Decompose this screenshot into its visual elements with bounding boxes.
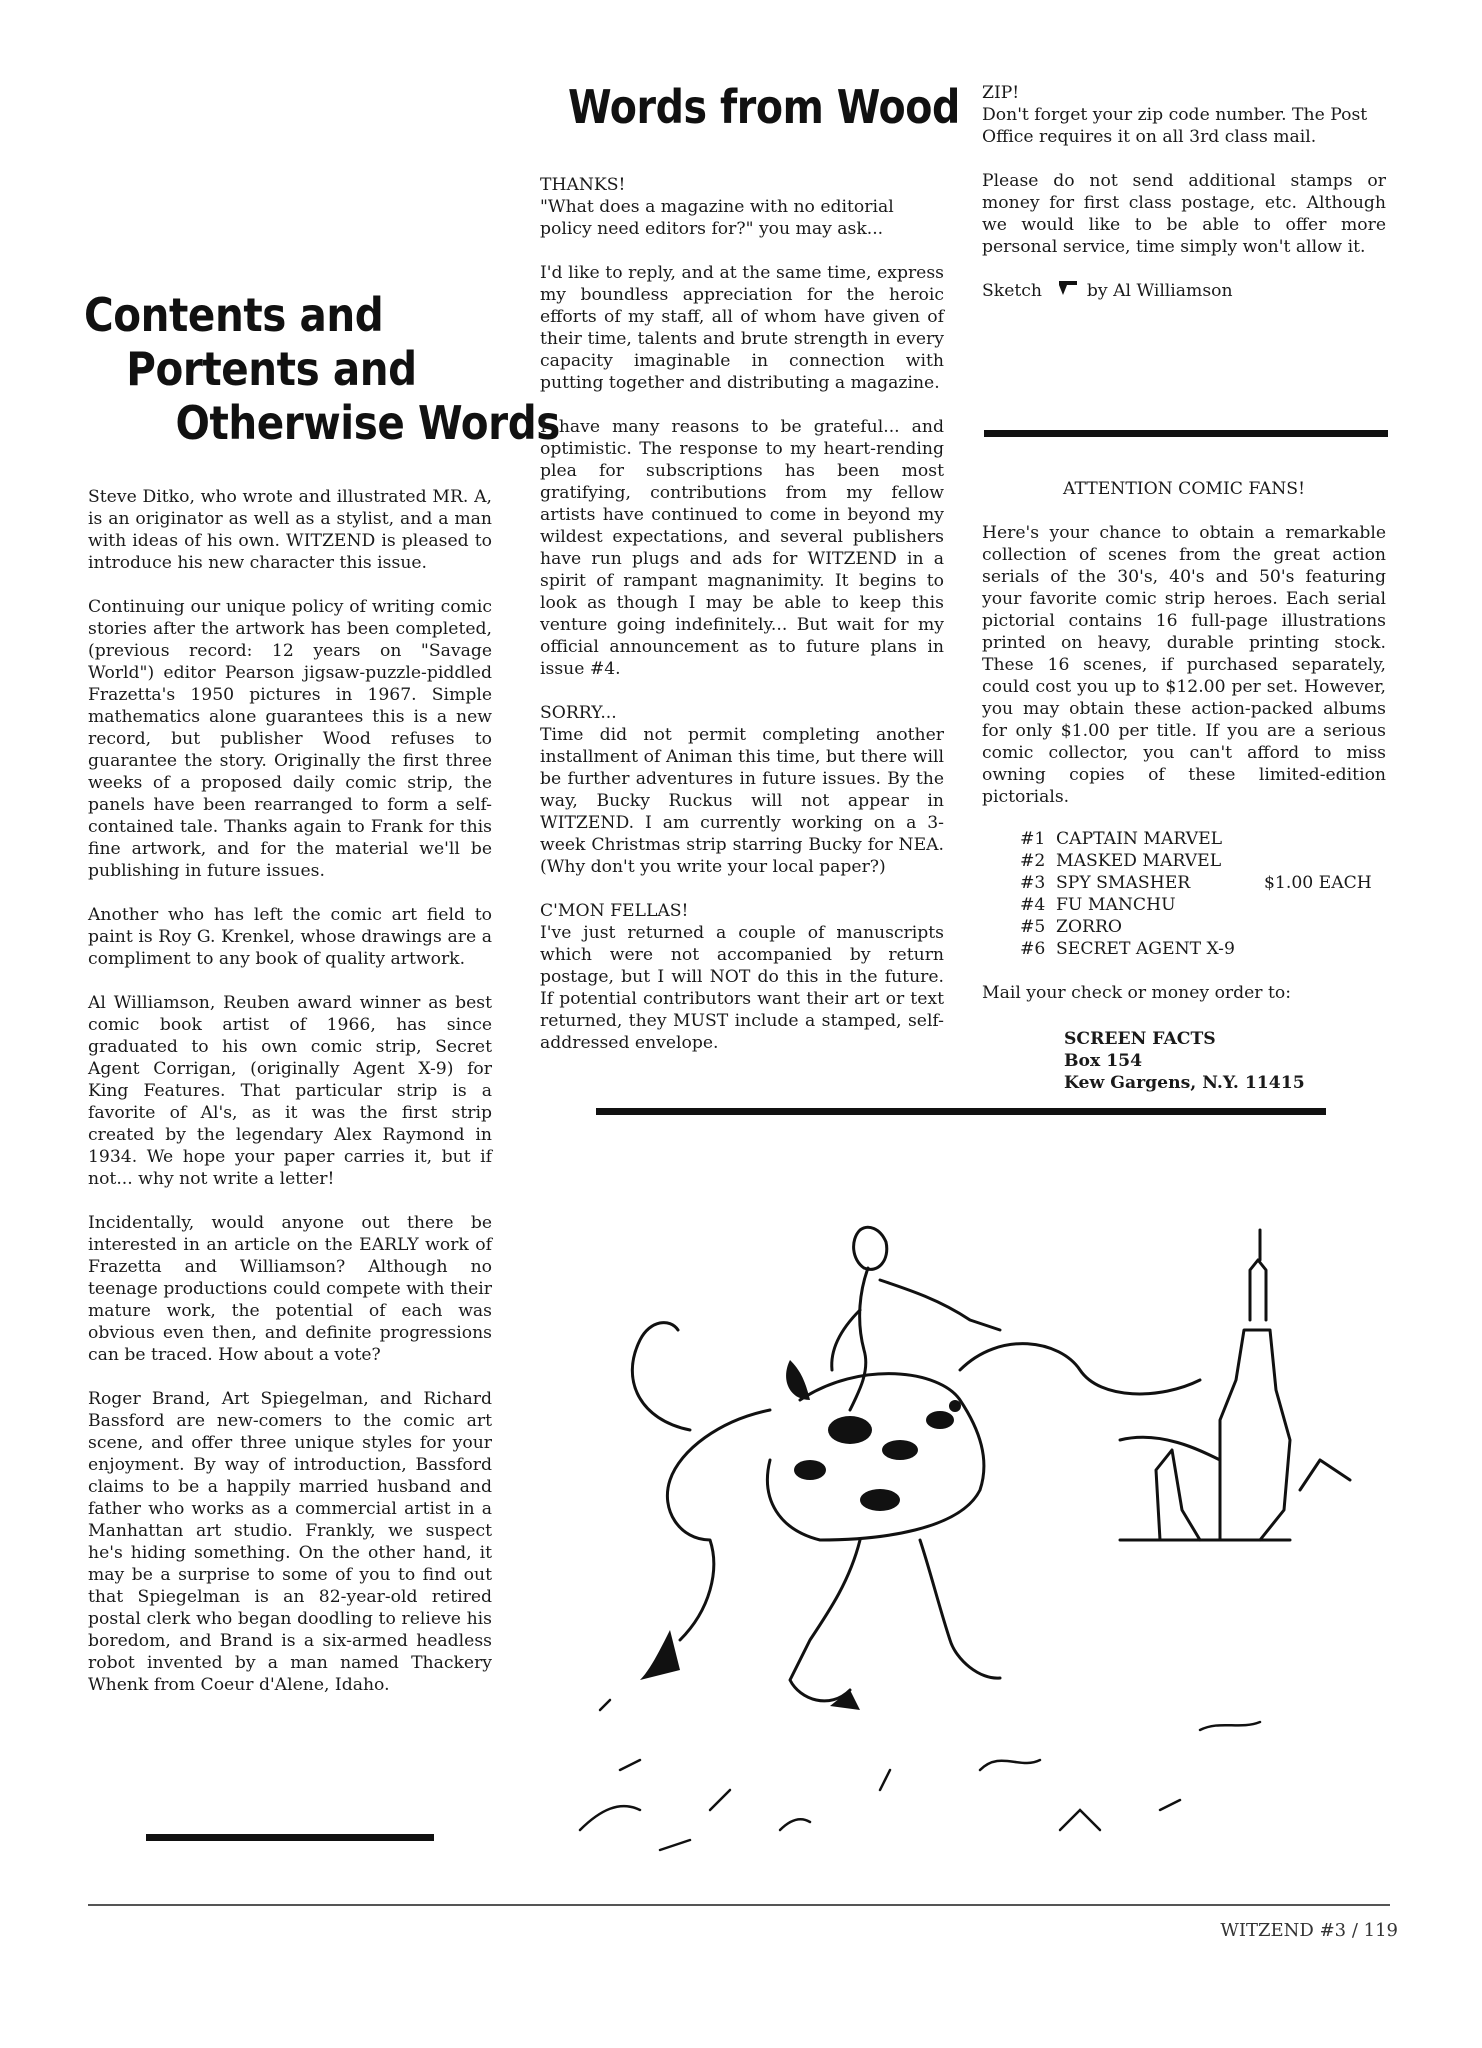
right-column-top-rule — [984, 430, 1388, 437]
catalog-title: SECRET AGENT X-9 — [1056, 939, 1235, 959]
mail-instruction: Mail your check or money order to: — [982, 983, 1292, 1003]
sketch-label: Sketch — [982, 281, 1042, 301]
address-line: SCREEN FACTS — [1064, 1029, 1216, 1049]
text-thanks: "What does a magazine with no editorial policy need editors for?" you may ask... — [540, 197, 894, 239]
right-column — [982, 82, 1386, 325]
text-sorry: Time did not permit completing another installment of Animan this time, but there will be further adventures in future issues. By the way, Bucky Ruckus will not appear in WITZEND. I am currently working on a 3-week Christmas strip starring Bucky for NEA. (Why don't you write your local paper?) — [540, 725, 944, 877]
mailing-address — [1064, 1028, 1305, 1094]
pointing-down-arrow-icon — [1049, 281, 1079, 303]
text-reply: I'd like to reply, and at the same time, express my boundless appreciation for the heroic efforts of my staff, all of whom have given of their time, talents and brute strength in every capacity imaginable in connection with putting together and distributing a magazine. — [540, 263, 944, 393]
catalog-number: #6 — [1020, 939, 1046, 959]
heading-zip: ZIP! — [982, 83, 1020, 103]
catalog-number: #4 — [1020, 895, 1046, 915]
catalog-title: ZORRO — [1056, 917, 1123, 937]
text-stamps: Please do not send additional stamps or money for first class postage, etc. Although we would like to be able to offer more personal service, time simply won't allow it. — [982, 171, 1386, 257]
address-line: Box 154 — [1064, 1051, 1143, 1071]
title-line-3: Otherwise Words — [175, 396, 560, 450]
catalog-item — [1020, 850, 1372, 872]
sketch-credit: by Al Williamson — [1086, 281, 1233, 301]
sketch-credit-line — [982, 280, 1386, 303]
catalog-item — [1020, 916, 1372, 938]
catalog-item — [1020, 872, 1372, 894]
sketch-top-rule — [596, 1108, 1326, 1115]
left-paragraph-4: Al Williamson, Reuben award winner as best comic book artist of 1966, has since graduated to his own comic strip, Secret Agent Corrigan, (originally Agent X-9) for King Features. That particular strip is a favorite of Al's, as it was the first strip created by the legendary Alex Raymond in 1934. We hope your paper carries it, but if not... why not write a letter! — [88, 993, 492, 1189]
left-column-title — [84, 288, 560, 450]
catalog-item — [1020, 938, 1372, 960]
page-number: WITZEND #3 / 119 — [1220, 1920, 1398, 1941]
middle-column-title: Words from Wood — [568, 80, 960, 134]
catalog-number: #2 — [1020, 851, 1046, 871]
heading-cmon: C'MON FELLAS! — [540, 901, 689, 921]
text-cmon: I've just returned a couple of manuscripts which were not accompanied by return postage, but I will NOT do this in the future. If potential contributors want their art or text returned, they MUST include a stamped, self-addressed envelope. — [540, 923, 944, 1053]
catalog-title: SPY SMASHER — [1056, 873, 1191, 893]
heading-thanks: THANKS! — [540, 175, 626, 195]
text-grateful: I have many reasons to be grateful... and optimistic. The response to my heart-rending plea for subscriptions has been most gratifying, contributions from my fellow artists have continued to come in beyond my wildest expectations, and several publishers have run plugs and ads for WITZEND in a spirit of rampant magnanimity. It begins to look as though I may be able to keep this venture going indefinitely... But wait for my official announcement as to future plans in issue #4. — [540, 417, 944, 679]
left-column-end-rule — [146, 1834, 434, 1841]
footer-rule — [88, 1904, 1390, 1906]
heading-sorry: SORRY... — [540, 703, 617, 723]
catalog-title: CAPTAIN MARVEL — [1056, 829, 1223, 849]
catalog-item — [1020, 828, 1372, 850]
section-cmon — [540, 900, 944, 1054]
title-line-2: Portents and — [126, 342, 417, 396]
title-line-1: Contents and — [84, 288, 384, 342]
section-sorry — [540, 702, 944, 878]
catalog-number: #3 — [1020, 873, 1046, 893]
left-paragraph-5: Incidentally, would anyone out there be interested in an article on the EARLY work of Frazetta and Williamson? Although no teenage productions could compete with their mature work, the potential of each was obvious even then, and definite progressions can be traced. How about a vote? — [88, 1213, 492, 1365]
left-paragraph-1: Steve Ditko, who wrote and illustrated MR. A, is an originator as well as a stylist, and a man with ideas of his own. WITZEND is pleased to introduce his new character this issue. — [88, 487, 492, 573]
sketch-illustration — [560, 1210, 1400, 1870]
address-line: Kew Gargens, N.Y. 11415 — [1064, 1073, 1305, 1093]
text-zip: Don't forget your zip code number. The Post Office requires it on all 3rd class mail. — [982, 105, 1368, 147]
left-paragraph-6: Roger Brand, Art Spiegelman, and Richard Bassford are new-comers to the comic art scene, and offer three unique styles for your enjoyment. By way of introduction, Bassford claims to be a happily married husband and father who works as a commercial artist in a Manhattan art studio. Frankly, we suspect he's hiding something. On the other hand, it may be a surprise to some of you to find out that Spiegelman is an 82-year-old retired postal clerk who began doodling to relieve his boredom, and Brand is a six-armed headless robot invented by a man named Thackery Whenk from Coeur d'Alene, Idaho. — [88, 1389, 492, 1695]
middle-column — [540, 174, 944, 1054]
left-paragraph-3: Another who has left the comic art field to paint is Roy G. Krenkel, whose drawings are a compliment to any book of quality artwork. — [88, 905, 492, 969]
attention-block — [982, 478, 1386, 830]
catalog-item — [1020, 894, 1372, 916]
catalog-number: #5 — [1020, 917, 1046, 937]
heading-attention: ATTENTION COMIC FANS! — [1063, 479, 1305, 499]
text-attention: Here's your chance to obtain a remarkable collection of scenes from the great action serials of the 30's, 40's and 50's featuring your favorite comic strip heroes. Each serial pictorial contains 16 full-page illustrations printed on heavy, durable printing stock. These 16 scenes, if purchased separately, could cost you up to $12.00 per set. However, you may obtain these action-packed albums for only $1.00 per title. If you are a serious comic collector, you can't afford to miss owning copies of these limited-edition pictorials. — [982, 523, 1386, 807]
catalog-title: MASKED MARVEL — [1056, 851, 1222, 871]
catalog-price: $1.00 EACH — [1264, 873, 1372, 893]
left-paragraph-2: Continuing our unique policy of writing comic stories after the artwork has been completed, (previous record: 12 years on "Savage World") editor Pearson jigsaw-puzzle-piddled Frazetta's 1950 pictures in 1967. Simple mathematics alone guarantees this is a new record, but publisher Wood refuses to guarantee the story. Originally the first three weeks of a proposed daily comic strip, the panels have been rearranged to form a self-contained tale. Thanks again to Frank for this fine artwork, and for the material we'll be publishing in future issues. — [88, 597, 492, 881]
section-thanks — [540, 174, 944, 240]
catalog-number: #1 — [1020, 829, 1046, 849]
left-column — [88, 486, 492, 1718]
catalog-title: FU MANCHU — [1056, 895, 1176, 915]
pictorial-catalog — [1020, 828, 1372, 960]
